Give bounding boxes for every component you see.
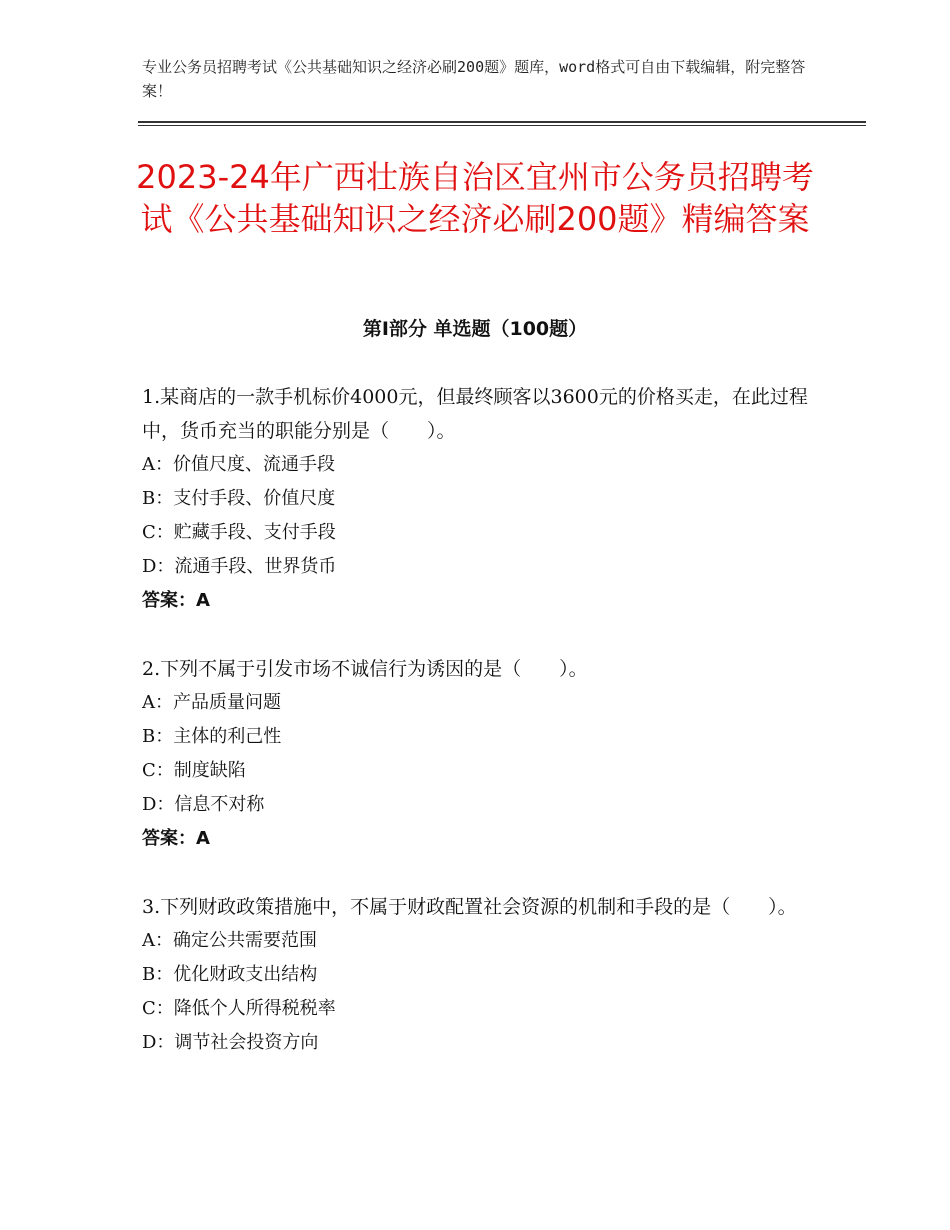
answer: 答案：A [142,828,210,849]
option-a: A：确定公共需要范围 [142,930,317,951]
header-divider [138,121,866,123]
question-2 [142,652,822,856]
answer: 答案：A [142,590,210,611]
option-a: A：价值尺度、流通手段 [142,454,335,475]
question-stem: 2.下列不属于引发市场不诚信行为诱因的是（ ）。 [142,658,588,680]
option-d: D：调节社会投资方向 [142,1032,319,1053]
question-3 [142,890,822,1060]
question-stem: 3.下列财政政策措施中，不属于财政配置社会资源的机制和手段的是（ ）。 [142,896,797,918]
header-divider-thin [138,125,866,126]
option-c: C：贮藏手段、支付手段 [142,522,336,543]
option-a: A：产品质量问题 [142,692,281,713]
option-d: D：流通手段、世界货币 [142,556,337,577]
option-b: B：优化财政支出结构 [142,964,318,985]
header-note: 专业公务员招聘考试《公共基础知识之经济必刷200题》题库，word格式可自由下载编辑，附完整答案！ [142,58,806,100]
option-c: C：降低个人所得税税率 [142,998,336,1019]
option-c: C：制度缺陷 [142,760,246,781]
option-b: B：主体的利己性 [142,726,282,747]
option-d: D：信息不对称 [142,794,265,815]
document-title: 2023-24年广西壮族自治区宜州市公务员招聘考试《公共基础知识之经济必刷200题》精编答案 [136,158,814,238]
option-b: B：支付手段、价值尺度 [142,488,336,509]
section-heading: 第Ⅰ部分 单选题（100题） [362,318,588,340]
question-stem: 1.某商店的一款手机标价4000元，但最终顾客以3600元的价格买走，在此过程中，货币充当的职能分别是（ ）。 [142,386,808,442]
question-1 [142,380,822,618]
